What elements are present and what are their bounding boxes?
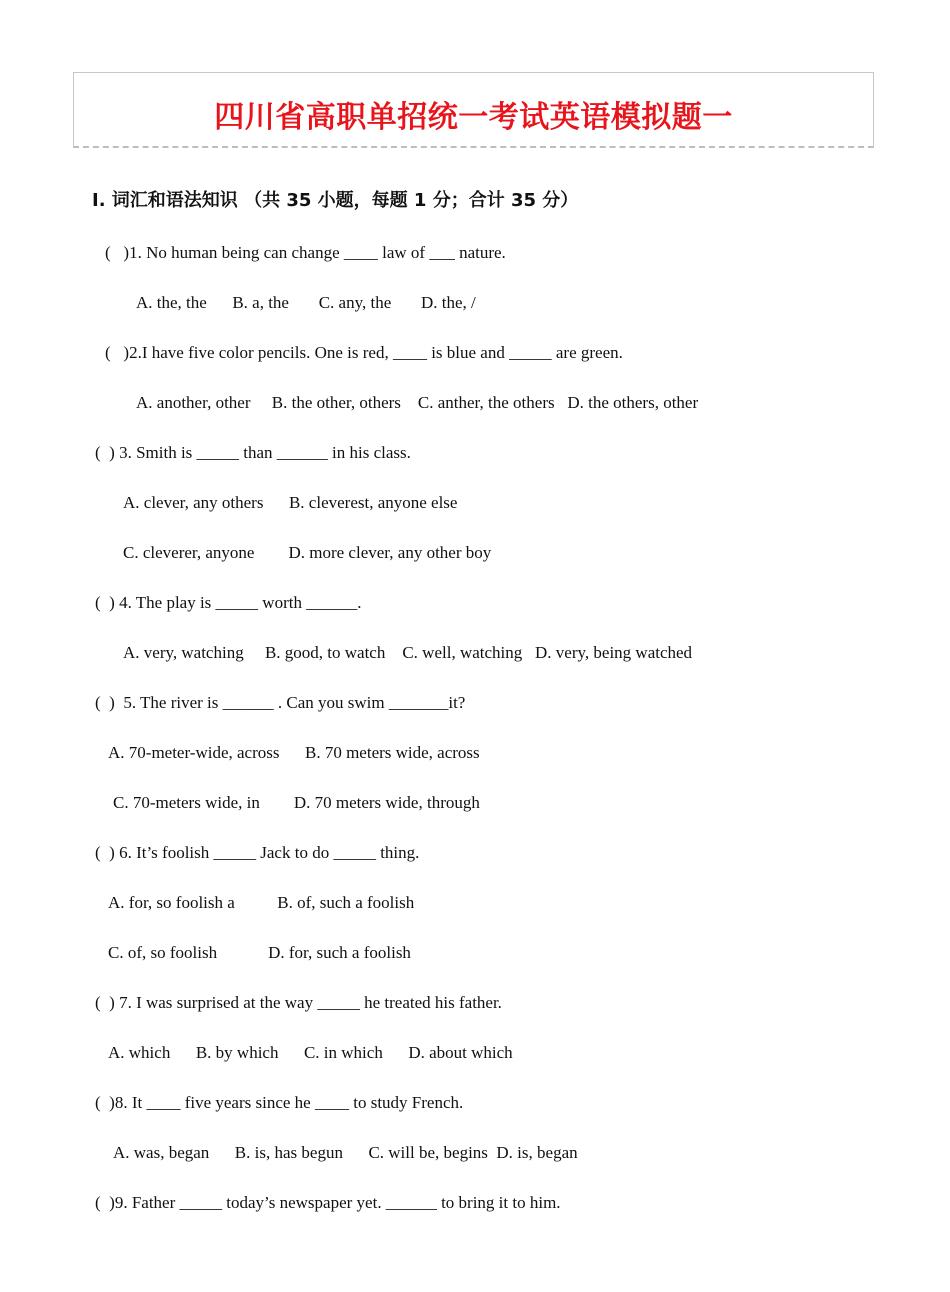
question-5-options-cd: C. 70-meters wide, in D. 70 meters wide, through <box>113 793 480 812</box>
question-6-options-cd: C. of, so foolish D. for, such a foolish <box>108 943 411 962</box>
question-1-stem: ( )1. No human being can change ____ law of ___ nature. <box>105 243 506 262</box>
question-6-stem: ( ) 6. It’s foolish _____ Jack to do _____ thing. <box>95 843 420 862</box>
question-3-stem: ( ) 3. Smith is _____ than ______ in his class. <box>95 443 411 462</box>
question-9-stem: ( )9. Father _____ today’s newspaper yet. ______ to bring it to him. <box>95 1193 561 1212</box>
question-3-options-ab: A. clever, any others B. cleverest, anyone else <box>123 493 458 512</box>
question-7-stem: ( ) 7. I was surprised at the way _____ he treated his father. <box>95 993 502 1012</box>
section-heading: Ⅰ. 词汇和语法知识 （共 35 小题，每题 1 分；合计 35 分） <box>92 190 579 211</box>
question-8-options: A. was, began B. is, has begun C. will be, begins D. is, began <box>113 1143 578 1162</box>
question-3-options-cd: C. cleverer, anyone D. more clever, any other boy <box>123 543 492 562</box>
question-4-options: A. very, watching B. good, to watch C. well, watching D. very, being watched <box>123 643 693 662</box>
question-8-stem: ( )8. It ____ five years since he ____ to study French. <box>95 1093 464 1112</box>
question-2-options: A. another, other B. the other, others C. anther, the others D. the others, other <box>136 393 699 412</box>
question-4-stem: ( ) 4. The play is _____ worth ______. <box>95 593 362 612</box>
question-6-options-ab: A. for, so foolish a B. of, such a foolish <box>108 893 415 912</box>
question-7-options: A. which B. by which C. in which D. about which <box>108 1043 513 1062</box>
question-1-options: A. the, the B. a, the C. any, the D. the, / <box>136 293 476 312</box>
question-5-options-ab: A. 70-meter-wide, across B. 70 meters wide, across <box>108 743 480 762</box>
page-title: 四川省高职单招统一考试英语模拟题一 <box>214 100 733 135</box>
title-box <box>73 72 874 148</box>
question-2-stem: ( )2.I have five color pencils. One is red, ____ is blue and _____ are green. <box>105 343 623 362</box>
question-5-stem: ( ) 5. The river is ______ . Can you swim _______it? <box>95 693 466 712</box>
